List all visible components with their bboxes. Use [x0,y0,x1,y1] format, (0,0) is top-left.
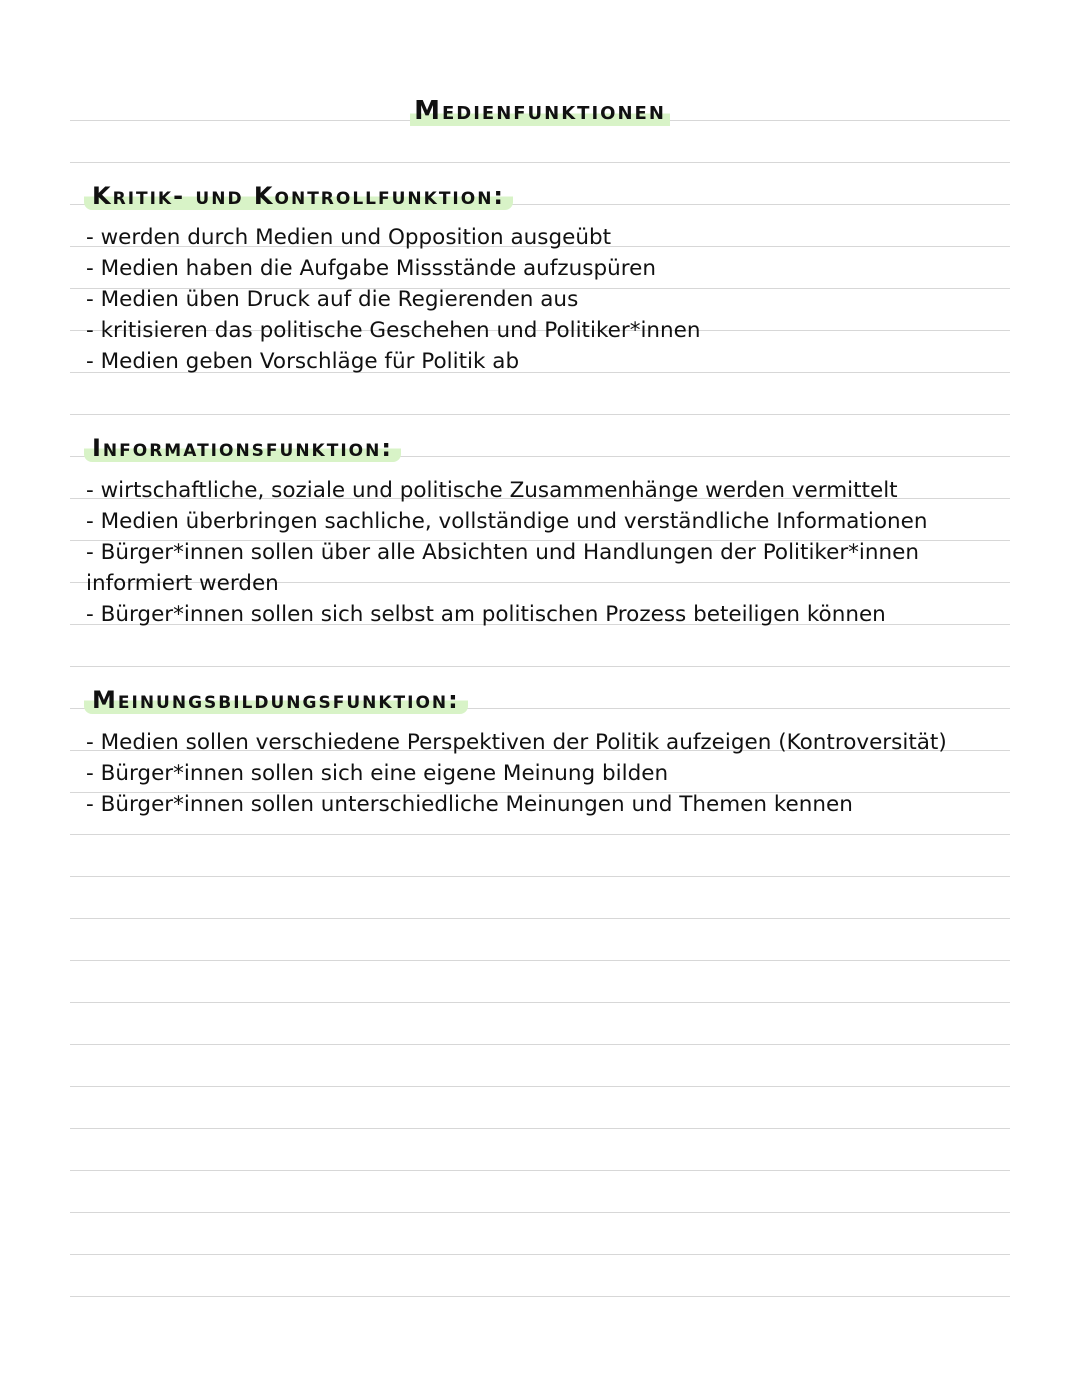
ruled-line [70,1254,1010,1255]
list-item: - Bürger*innen sollen über alle Absichten und Handlungen der Politiker*innen [86,540,919,565]
list-item: - Medien haben die Aufgabe Missstände aufzuspüren [86,256,656,281]
list-item: - Medien geben Vorschläge für Politik ab [86,349,520,374]
list-item: - Medien üben Druck auf die Regierenden aus [86,287,579,312]
ruled-line [70,1002,1010,1003]
section-heading-information [84,434,401,462]
page-title-text: Medienfunktionen [410,96,670,126]
list-item-continuation: informiert werden [86,571,279,596]
list-item: - Bürger*innen sollen sich eine eigene Meinung bilden [86,761,669,786]
list-item: - Medien sollen verschiedene Perspektiven der Politik aufzeigen (Kontroversität) [86,730,947,755]
list-item: - Medien überbringen sachliche, vollständige und verständliche Informationen [86,509,928,534]
list-item: - werden durch Medien und Opposition ausgeübt [86,225,612,250]
page-title [0,96,1080,126]
ruled-line [70,834,1010,835]
section-heading-text: Kritik- und Kontrollfunktion: [84,182,513,210]
list-item: - wirtschaftliche, soziale und politische Zusammenhänge werden vermittelt [86,478,898,503]
ruled-line [70,918,1010,919]
list-item: - kritisieren das politische Geschehen und Politiker*innen [86,318,701,343]
ruled-line [70,666,1010,667]
section-heading-text: Informationsfunktion: [84,434,401,462]
ruled-line [70,876,1010,877]
list-item: - Bürger*innen sollen sich selbst am politischen Prozess beteiligen können [86,602,886,627]
ruled-line [70,960,1010,961]
ruled-line [70,1170,1010,1171]
ruled-line [70,414,1010,415]
ruled-line [70,1044,1010,1045]
section-heading-meinungsbildung [84,686,468,714]
list-item: - Bürger*innen sollen unterschiedliche Meinungen und Themen kennen [86,792,853,817]
ruled-line [70,162,1010,163]
ruled-line [70,1086,1010,1087]
section-heading-text: Meinungsbildungsfunktion: [84,686,468,714]
ruled-line [70,1212,1010,1213]
ruled-line [70,1128,1010,1129]
section-heading-kritik [84,182,513,210]
ruled-line [70,1296,1010,1297]
